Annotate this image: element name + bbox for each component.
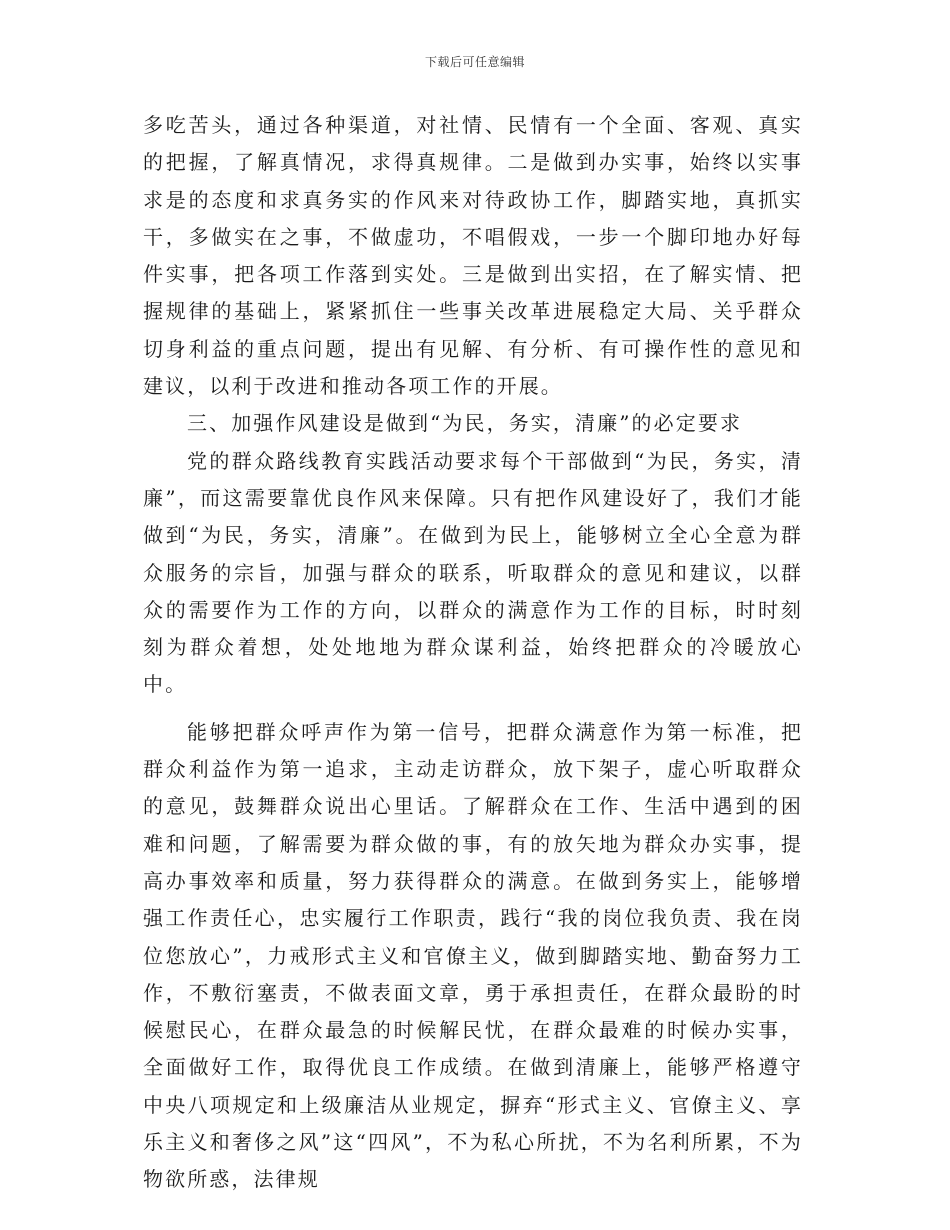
paragraph: 党的群众路线教育实践活动要求每个干部做到“为民，务实，清廉”，而这需要靠优良作风来保障。只有把作风建设好了，我们才能做到“为民，务实，清廉”。在做到为民上，能够树立全心全意为群众服务的宗旨，加强与群众的联系，听取群众的意见和建议，以群众的需要作为工作的方向，以群众的满意作为工作的目标，时时刻刻为群众着想，处处地地为群众谋利益，始终把群众的冷暖放心中。: [143, 448, 803, 697]
paragraph-continued: 多吃苦头，通过各种渠道，对社情、民情有一个全面、客观、真实的把握，了解真情况，求得真规律。二是做到办实事，始终以实事求是的态度和求真务实的作风来对待政协工作，脚踏实地，真抓实干，多做实在之事，不做虚功，不唱假戏，一步一个脚印地办好每件实事，把各项工作落到实处。三是做到出实招，在了解实情、把握规律的基础上，紧紧抓住一些事关改革进展稳定大局、关乎群众切身利益的重点问题，提出有见解、有分析、有可操作性的意见和建议，以利于改进和推动各项工作的开展。: [143, 113, 803, 399]
section-heading: 三、加强作风建设是做到“为民，务实，清廉”的必定要求: [187, 411, 743, 436]
document-body: [143, 107, 803, 1199]
paragraph: 能够把群众呼声作为第一信号，把群众满意作为第一标准，把群众利益作为第一追求，主动走访群众，放下架子，虚心听取群众的意见，鼓舞群众说出心里话。了解群众在工作、生活中遇到的困难和问题，了解需要为群众做的事，有的放矢地为群众办实事，提高办事效率和质量，努力获得群众的满意。在做到务实上，能够增强工作责任心，忠实履行工作职责，践行“我的岗位我负责、我在岗位您放心”，力戒形式主义和官僚主义，做到脚踏实地、勤奋努力工作，不敷衍塞责，不做表面文章，勇于承担责任，在群众最盼的时候慰民心，在群众最急的时候解民忧，在群众最难的时候办实事，全面做好工作，取得优良工作成绩。在做到清廉上，能够严格遵守中央八项规定和上级廉洁从业规定，摒弃“形式主义、官僚主义、享乐主义和奢侈之风”这“四风”，不为私心所扰，不为名利所累，不为物欲所惑，法律规: [143, 719, 803, 1192]
download-edit-note: 下载后可任意编辑: [424, 55, 525, 69]
